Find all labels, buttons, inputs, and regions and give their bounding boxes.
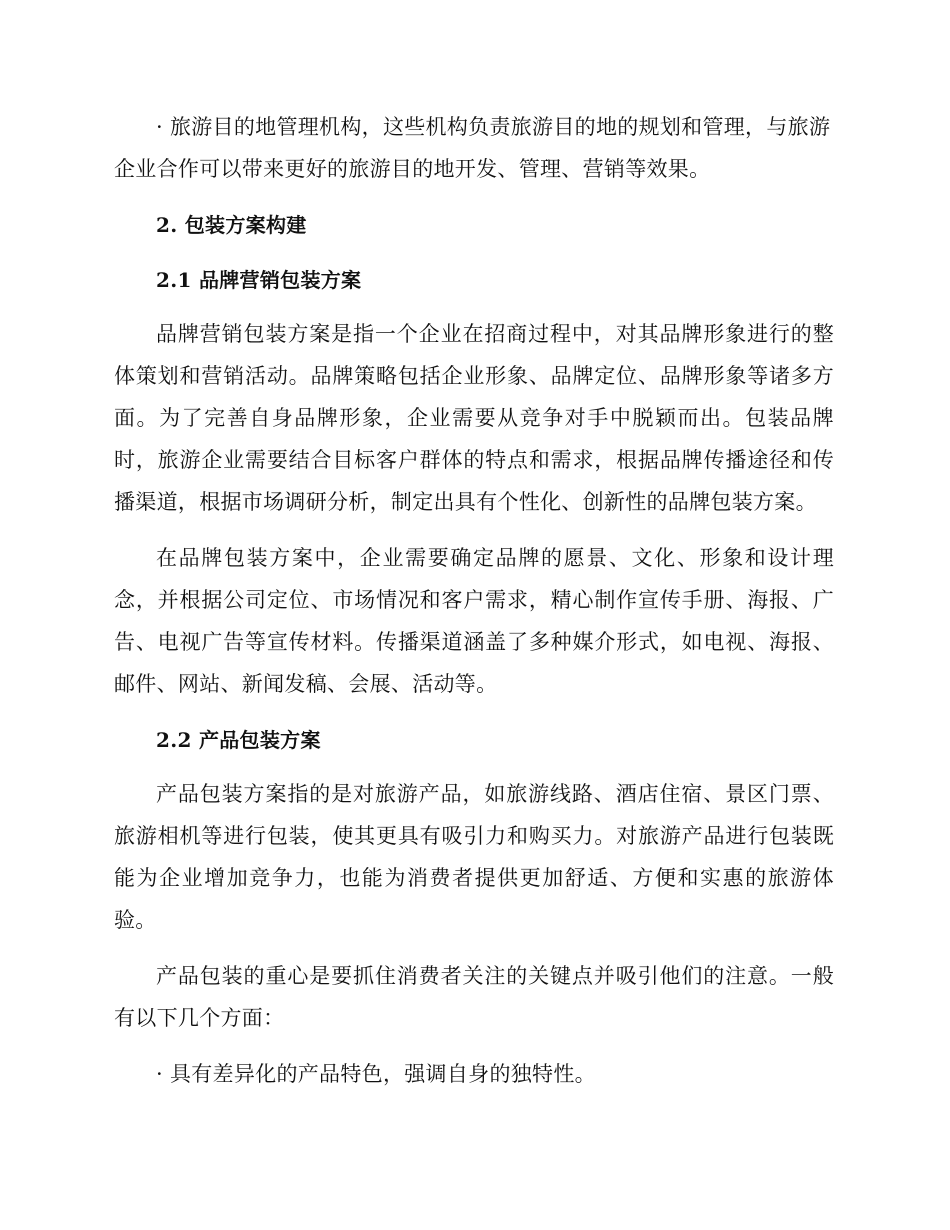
- section-heading-2-2: 2.2 产品包装方案: [156, 728, 321, 752]
- section-heading-2-1: 2.1 品牌营销包装方案: [156, 268, 362, 292]
- paragraph-brand-marketing-2: 在品牌包装方案中，企业需要确定品牌的愿景、文化、形象和设计理念，并根据公司定位、市场情况和客户需求，精心制作宣传手册、海报、广告、电视广告等宣传材料。传播渠道涵盖了多种媒介形式，如电视、海报、邮件、网站、新闻发稿、会展、活动等。: [114, 546, 834, 696]
- section-heading-2: 2. 包装方案构建: [156, 213, 307, 237]
- bullet-differentiation: · 具有差异化的产品特色，强调自身的独特性。: [156, 1062, 596, 1086]
- paragraph-brand-marketing-1: 品牌营销包装方案是指一个企业在招商过程中，对其品牌形象进行的整体策划和营销活动。品牌策略包括企业形象、品牌定位、品牌形象等诸多方面。为了完善自身品牌形象，企业需要从竞争对手中脱颖而出。包装品牌时，旅游企业需要结合目标客户群体的特点和需求，根据品牌传播途径和传播渠道，根据市场调研分析，制定出具有个性化、创新性的品牌包装方案。: [114, 322, 834, 514]
- paragraph-product-packaging-1: 产品包装方案指的是对旅游产品，如旅游线路、酒店住宿、景区门票、旅游相机等进行包装，使其更具有吸引力和购买力。对旅游产品进行包装既能为企业增加竞争力，也能为消费者提供更加舒适、方便和实惠的旅游体验。: [114, 782, 834, 932]
- bullet-destination-management: · 旅游目的地管理机构，这些机构负责旅游目的地的规划和管理，与旅游企业合作可以带来更好的旅游目的地开发、管理、营销等效果。: [114, 115, 831, 181]
- paragraph-product-packaging-2: 产品包装的重心是要抓住消费者关注的关键点并吸引他们的注意。一般有以下几个方面：: [114, 964, 834, 1030]
